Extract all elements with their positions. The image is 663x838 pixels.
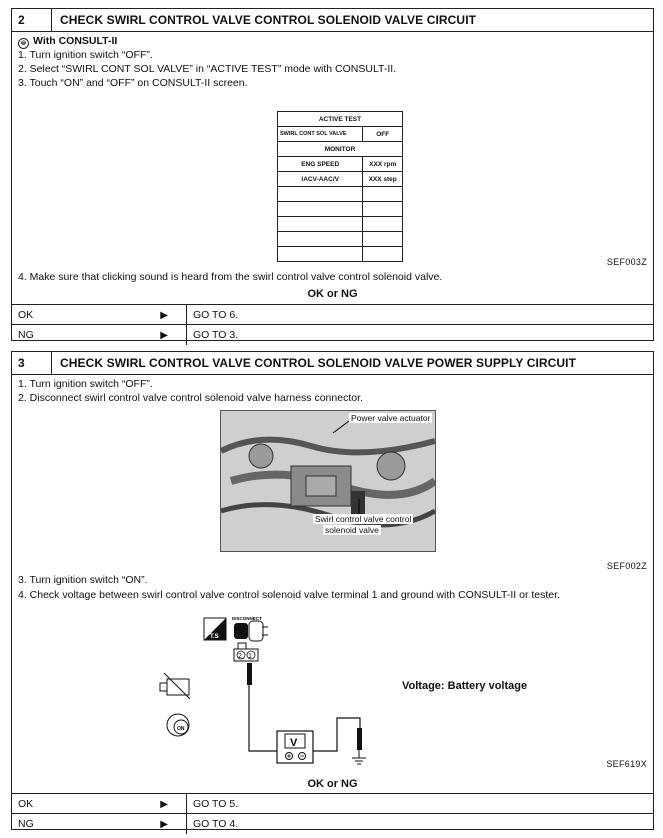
arrow-right-icon: ▶ — [160, 309, 168, 321]
result-action: GO TO 3. — [193, 329, 239, 341]
terminal-1-label: 1 — [248, 653, 252, 660]
result-action: GO TO 5. — [193, 798, 239, 810]
step-2-instruction-2: 2. Select “SWIRL CONT SOL VALVE” in “ACTIVE TEST” mode with CONSULT-II. — [18, 63, 397, 75]
ok-or-ng-label: OK or NG — [307, 288, 358, 300]
step-3-body — [12, 375, 653, 832]
step-2-title: CHECK SWIRL CONTROL VALVE CONTROL SOLENOID VALVE CIRCUIT — [60, 13, 477, 27]
engine-off-icon — [160, 673, 190, 699]
step-2-box — [11, 8, 654, 341]
voltage-check-diagram — [152, 613, 382, 773]
consult-screen-table — [277, 111, 403, 262]
step-2-body — [12, 32, 653, 343]
voltmeter — [277, 731, 313, 763]
step-3-instruction-2: 2. Disconnect swirl control valve control solenoid valve harness connector. — [18, 392, 363, 404]
disconnect-label: DISCONNECT — [232, 616, 262, 621]
ground-icon — [352, 750, 366, 764]
result-row-ng — [12, 813, 653, 834]
step-3-box — [11, 351, 654, 830]
result-label: NG — [18, 818, 34, 830]
ok-or-ng-label: OK or NG — [307, 778, 358, 790]
voltmeter-label: V — [290, 737, 298, 749]
wire-negative — [313, 718, 360, 751]
monitor-item-value: XXX rpm — [363, 157, 403, 172]
consult-heading — [18, 35, 117, 48]
step-3-instruction-1: 1. Turn ignition switch “OFF”. — [18, 378, 153, 390]
arrow-right-icon: ▶ — [160, 818, 168, 830]
ts-icon — [204, 618, 226, 640]
monitor-header: MONITOR — [278, 142, 403, 157]
result-action: GO TO 4. — [193, 818, 239, 830]
step-3-header — [12, 352, 653, 375]
arrow-right-icon: ▶ — [160, 329, 168, 341]
step-2-number: 2 — [12, 9, 52, 31]
monitor-item-name: IACV-AAC/V — [278, 172, 363, 187]
result-label: NG — [18, 329, 34, 341]
ts-label: T.S — [210, 634, 219, 640]
photo-callout-actuator: Power valve actuator — [351, 413, 431, 423]
probe-positive — [247, 663, 252, 685]
result-label: OK — [18, 309, 34, 321]
probe-negative — [357, 728, 362, 750]
engine-photo — [220, 410, 436, 552]
photo-callout-solenoid-2: solenoid valve — [325, 525, 379, 535]
result-label: OK — [18, 798, 34, 810]
active-test-header: ACTIVE TEST — [278, 112, 403, 127]
step-2-instruction-3: 3. Touch “ON” and “OFF” on CONSULT-II screen. — [18, 77, 248, 89]
step-3-number: 3 — [12, 352, 52, 374]
consult-label: With CONSULT-II — [33, 35, 118, 47]
monitor-item-value: XXX step — [363, 172, 403, 187]
monitor-item-name: ENG SPEED — [278, 157, 363, 172]
active-test-value: OFF — [363, 127, 403, 142]
terminal-2-label: 2 — [238, 653, 242, 660]
step-2-instruction-4: 4. Make sure that clicking sound is heard from the swirl control valve control solenoid valve. — [18, 271, 443, 283]
step-3-instruction-3: 3. Turn ignition switch “ON”. — [18, 574, 148, 586]
arrow-right-icon: ▶ — [160, 798, 168, 810]
figure-ref: SEF619X — [606, 759, 647, 769]
active-test-item: SWIRL CONT SOL VALVE — [278, 127, 363, 142]
ignition-on-icon — [167, 714, 189, 736]
step-3-title: CHECK SWIRL CONTROL VALVE CONTROL SOLENOID VALVE POWER SUPPLY CIRCUIT — [60, 356, 577, 370]
consult-icon: ⊜ — [18, 38, 29, 49]
result-row-ok — [12, 304, 653, 325]
step-3-instruction-4: 4. Check voltage between swirl control valve control solenoid valve terminal 1 and ground with CONSULT-II or tester. — [18, 589, 560, 601]
figure-ref: SEF003Z — [606, 257, 647, 267]
on-label: ON — [177, 726, 185, 732]
wire-positive — [249, 685, 277, 751]
result-row-ng — [12, 324, 653, 345]
harness-connector — [234, 643, 258, 661]
step-2-instruction-1: 1. Turn ignition switch “OFF”. — [18, 49, 153, 61]
step-2-header — [12, 9, 653, 32]
voltage-spec: Voltage: Battery voltage — [402, 680, 528, 692]
result-action: GO TO 6. — [193, 309, 239, 321]
disconnect-connector-icon — [232, 616, 268, 641]
figure-ref: SEF002Z — [606, 561, 647, 571]
photo-callout-solenoid: Swirl control valve control — [315, 514, 412, 524]
result-row-ok — [12, 793, 653, 814]
